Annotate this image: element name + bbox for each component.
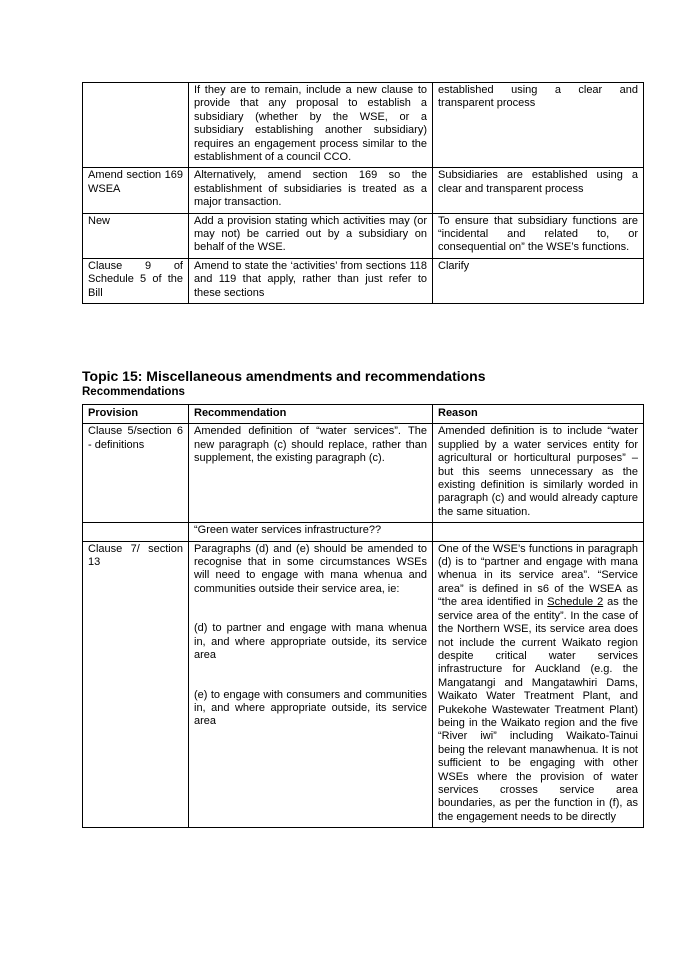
recommendation-cell: Alternatively, amend section 169 so the establishment of subsidiaries is treated as a major transaction.: [189, 168, 433, 213]
recommendation-paragraph: Paragraphs (d) and (e) should be amended to recognise that in some circumstances WSEs will need to engage with mana whenua and communities outside their service area, ie:: [194, 542, 427, 595]
table-row: [83, 213, 644, 258]
provision-cell: Clause 9 of Schedule 5 of the Bill: [83, 258, 189, 303]
recommendation-cell: Amended definition of “water services”. The new paragraph (c) should replace, rather than supplement, the existing paragraph (c).: [189, 424, 433, 523]
reason-cell: [433, 541, 644, 828]
table-row: [83, 258, 644, 303]
table-row: [83, 541, 644, 828]
table-row: [83, 523, 644, 541]
table-row: [83, 168, 644, 213]
recommendations-subheading: Recommendations: [82, 386, 185, 398]
column-header-recommendation: Recommendation: [189, 405, 433, 424]
reason-text: One of the WSE’s functions in paragraph (d) is to “partner and engage with mana whenua in its service area”. “Service area” is defined in s6 of the WSEA as “the area identified in: [438, 542, 638, 609]
topic-heading: Topic 15: Miscellaneous amendments and recommendations: [82, 368, 486, 384]
recommendation-cell: Add a provision stating which activities may (or may not) be carried out by a subsidiary on behalf of the WSE.: [189, 213, 433, 258]
table-row: [83, 424, 644, 523]
provision-cell: Clause 7/ section 13: [83, 541, 189, 828]
provision-cell: Amend section 169 WSEA: [83, 168, 189, 213]
column-header-provision: Provision: [83, 405, 189, 424]
provision-cell: [83, 83, 189, 168]
reason-cell: To ensure that subsidiary functions are “incidental and related to, or consequential on” the WSE’s functions.: [433, 213, 644, 258]
recommendations-table-continued: [82, 82, 644, 304]
recommendation-cell: [189, 541, 433, 828]
reason-text-continued: as the service area of the entity”. In the case of the Northern WSE, its service area does not include the current Waikato region despite critical water services infrastructure for Auckland (e.g. the Mangatangi and Mangatawhiri Dams, Waikato Water Treatment Plant, and Pukekohe Wastewater Treatment Plant) being in the Waikato region and the five “River iwi” including Waikato-Tainui being the relevant manawhenua. It is not sufficient to be engaging with other WSEs where the provision of water services crosses service area boundaries, as per the function in (f), as the engagement needs to be directly: [438, 596, 638, 823]
paragraph-spacer: [194, 596, 427, 622]
reason-cell: established using a clear and transparent process: [433, 83, 644, 168]
recommendation-cell: If they are to remain, include a new clause to provide that any proposal to establish a subsidiary (whether by the WSE, or a subsidiary establishing another subsidiary) requires an engagement process similar to the establishment of a council CCO.: [189, 83, 433, 168]
paragraph-spacer: [194, 663, 427, 689]
reason-cell: Subsidiaries are established using a clear and transparent process: [433, 168, 644, 213]
recommendations-table: [82, 404, 644, 828]
column-header-reason: Reason: [433, 405, 644, 424]
recommendation-cell: “Green water services infrastructure??: [189, 523, 433, 541]
provision-cell: [83, 523, 189, 541]
reason-cell: Clarify: [433, 258, 644, 303]
schedule-2-link[interactable]: Schedule 2: [547, 596, 604, 609]
table-header-row: [83, 405, 644, 424]
recommendation-cell: Amend to state the ‘activities’ from sections 118 and 119 that apply, rather than just refer to these sections: [189, 258, 433, 303]
reason-cell: Amended definition is to include “water supplied by a water services entity for agricultural or horticultural purposes” – but this seems unnecessary as the existing definition is similarly worded in paragraph (c) and would already capture the same situation.: [433, 424, 644, 523]
provision-cell: New: [83, 213, 189, 258]
provision-cell: Clause 5/section 6 - definitions: [83, 424, 189, 523]
table-row: [83, 83, 644, 168]
reason-cell: [433, 523, 644, 541]
recommendation-paragraph-e: (e) to engage with consumers and communities in, and where appropriate outside, its service area: [194, 688, 427, 728]
recommendation-paragraph-d: (d) to partner and engage with mana whenua in, and where appropriate outside, its service area: [194, 622, 427, 662]
